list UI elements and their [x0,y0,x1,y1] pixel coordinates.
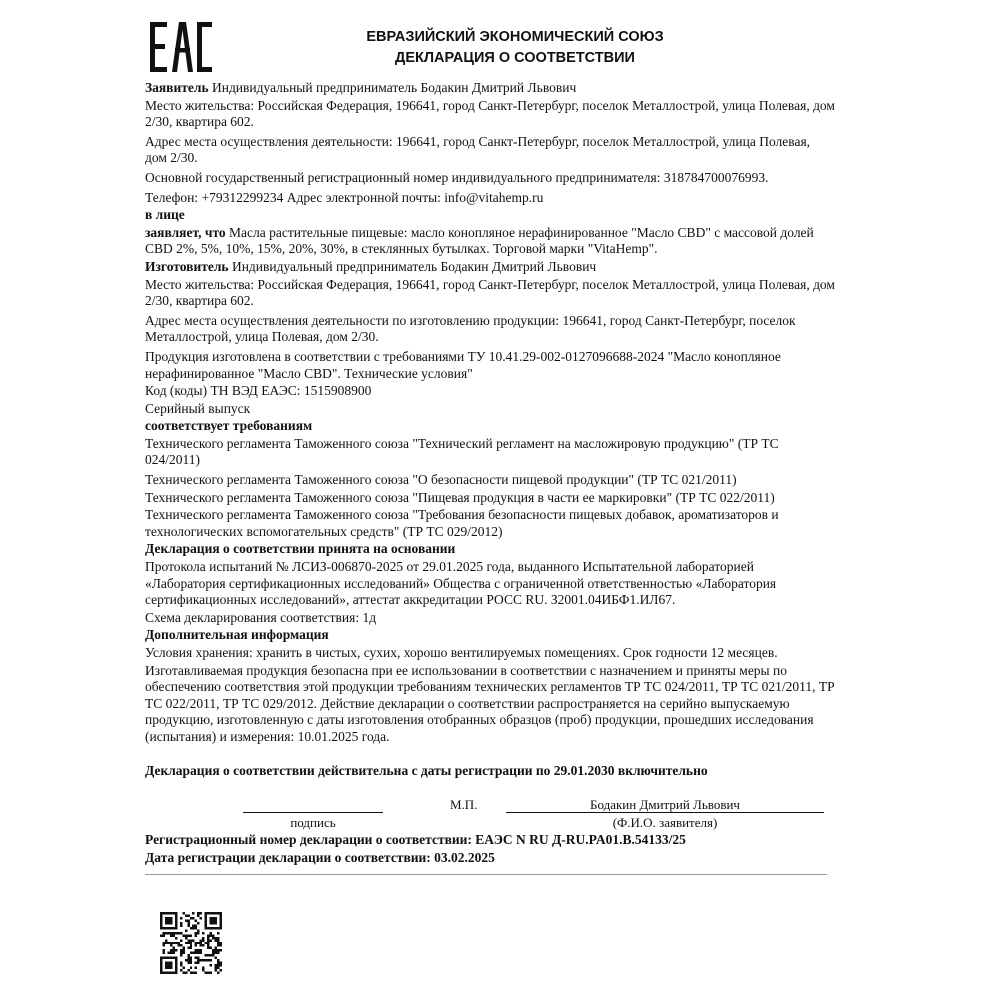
basis-protocol: Протокола испытаний № ЛСИЗ-006870-2025 от 29.01.2025 года, выданного Испытательной лабораторией «Лаборатория сертификационных исследований» Общества с ограниченной ответственностью «Лаборатория сертификационных исследований», аттестат аккредитации РОСС RU. З2001.04ИБФ1.ИЛ67. [145,559,777,608]
requirement-item: Технического регламента Таможенного союза "Требования безопасности пищевых добавок, ароматизаторов и технологических вспомогательных средств" (ТР ТС 029/2012) [145,507,779,539]
qr-code-icon [160,912,222,974]
eac-logo-icon [150,22,212,72]
applicant-line [145,80,835,97]
applicant-name: Индивидуальный предприниматель Бодакин Дмитрий Львович [208,80,577,95]
requirement-item: Технического регламента Таможенного союза "Технический регламент на масложировую продукцию" (ТР ТС 024/2011) [145,435,779,468]
applicant-ogrn: Основной государственный регистрационный номер индивидуального предпринимателя: 318784700076993. [145,169,769,185]
additional-label: Дополнительная информация [145,627,329,643]
union-title: ЕВРАЗИЙСКИЙ ЭКОНОМИЧЕСКИЙ СОЮЗ [366,29,664,45]
additional-storage: Условия хранения: хранить в чистых, сухих, хорошо вентилируемых помещениях. Срок годности 12 месяцев. [145,645,778,660]
product-standard: Продукция изготовлена в соответствии с требованиями ТУ 10.41.29-002-0127096688-2024 "Масло конопляное нерафинированное "Масло CBD". Технические условия" [145,348,781,381]
declaration-body [145,80,835,747]
signature-caption: подпись [290,815,336,830]
validity-statement: Декларация о соответствии действительна с даты регистрации по 29.01.2030 включительно [145,763,708,778]
signer-name-caption: (Ф.И.О. заявителя) [612,815,718,830]
applicant-contacts: Телефон: +79312299234 Адрес электронной почты: info@vitahemp.ru [145,189,544,205]
in-person-label: в лице [145,207,185,223]
product-codes: Код (коды) ТН ВЭД ЕАЭС: 1515908900 [145,383,372,399]
declaration-title: ДЕКЛАРАЦИЯ О СООТВЕТСТВИИ [395,50,635,66]
registration-date: Дата регистрации декларации о соответствии: 03.02.2025 [145,850,495,865]
applicant-activity-address: Адрес места осуществления деятельности: 196641, город Санкт-Петербург, поселок Металлострой, улица Полевая, дом 2/30. [145,133,811,166]
requirement-item: Технического регламента Таможенного союза "О безопасности пищевой продукции" (ТР ТС 021/2011) [145,472,737,488]
signature-line [243,812,383,813]
manufacturer-name: Индивидуальный предприниматель Бодакин Дмитрий Львович [228,258,597,274]
registration-number: Регистрационный номер декларации о соответствии: ЕАЭС N RU Д-RU.PA01.B.54133/25 [145,832,686,847]
basis-label: Декларация о соответствии принята на основании [145,541,456,557]
stamp-label: М.П. [450,797,478,812]
manufacturer-residence: Место жительства: Российская Федерация, 196641, город Санкт-Петербург, поселок Металлострой, улица Полевая, дом 2/30, квартира 602. [145,276,835,309]
applicant-residence: Место жительства: Российская Федерация, 196641, город Санкт-Петербург, поселок Металлострой, улица Полевая, дом 2/30, квартира 602. [145,97,835,130]
document-header [250,27,780,69]
signer-name: Бодакин Дмитрий Львович [590,797,740,812]
declares-label: заявляет, что [145,224,226,240]
manufacturer-label: Изготовитель [145,258,229,274]
requirement-item: Технического регламента Таможенного союза "Пищевая продукция в части ее маркировки" (ТР ТС 022/2011) [145,489,775,505]
declares-text: Масла растительные пищевые: масло конопляное нерафинированное "Масло CBD" с массовой долей CBD 2%, 5%, 10%, 15%, 20%, 30%, в стеклянных бутылках. Торговой марки "VitaHemp". [145,224,814,257]
requirements-label: соответствует требованиям [145,418,313,434]
manufacturer-line [145,259,835,276]
divider [145,874,827,875]
declares-line [145,225,835,258]
manufacturer-production-address: Адрес места осуществления деятельности по изготовлению продукции: 196641, город Санкт-Петербург, поселок Металлострой, улица Полевая, дом 2/30. [145,312,796,345]
applicant-label: Заявитель [145,80,209,95]
basis-scheme: Схема декларирования соответствия: 1д [145,609,377,625]
product-release: Серийный выпуск [145,400,251,416]
additional-text: Изготавливаемая продукция безопасна при ее использовании в соответствии с назначением и приняты меры по обеспечению соответствия этой продукции требованиям технических регламентов ТР ТС 024/2011, ТР ТС 021/2011, ТР ТС 022/2011, ТР ТС 029/2012. Действие декларации о соответствии распространяется на серийно выпускаемую продукцию, изготовленную с даты изготовления отобранных образцов (проб) продукции, прошедших исследования (испытания) и измерения: 10.01.2025 года. [145,662,835,744]
